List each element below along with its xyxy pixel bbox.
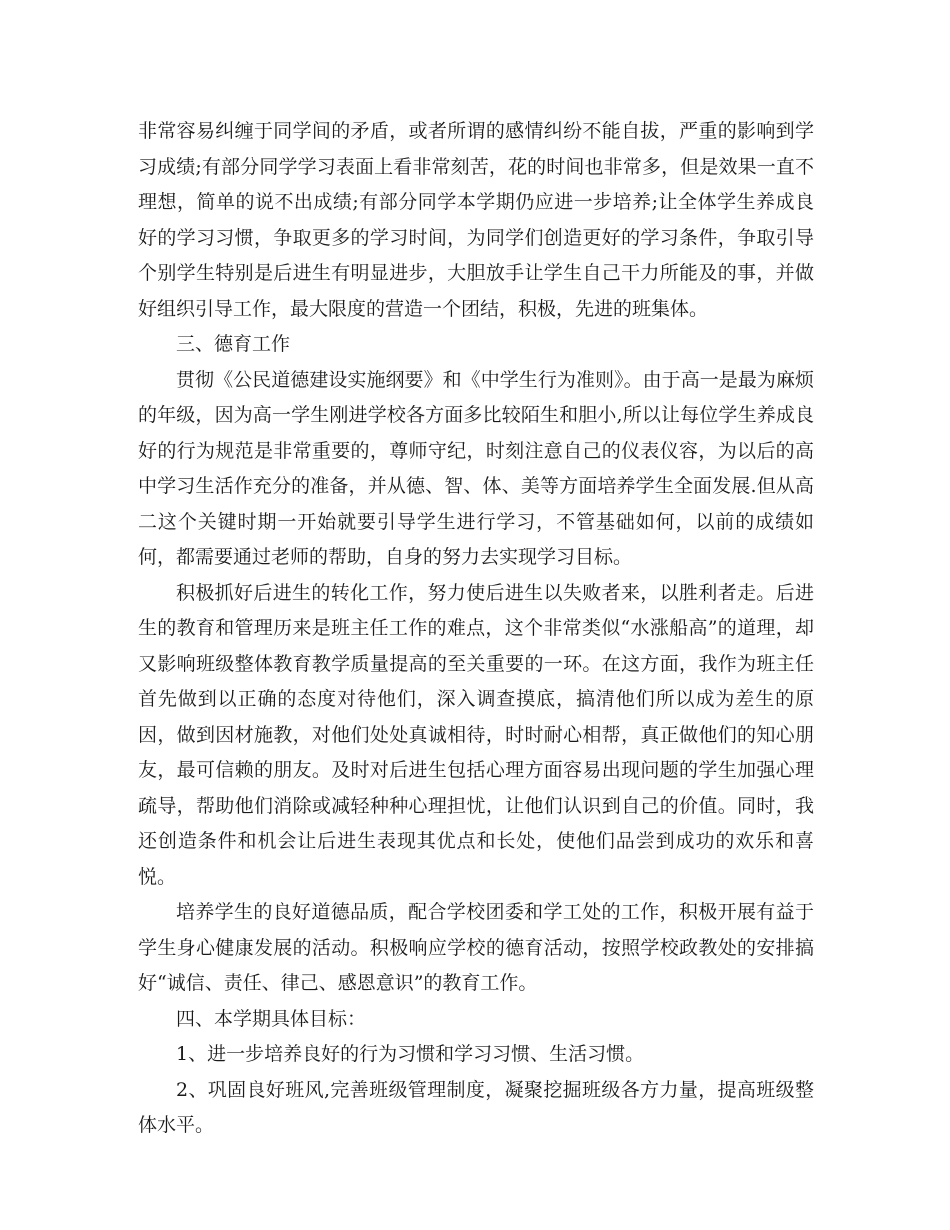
section-heading-semester-goals: 四、本学期具体目标：: [176, 1007, 367, 1030]
document-page: [138, 114, 814, 1144]
paragraph-underachievers: 积极抓好后进生的转化工作，努力使后进生以失败者来，以胜利者走。后进生的教育和管理历来是班主任工作的难点，这个非常类似“水涨船高”的道理，却又影响班级整体教育教学质量提高的至关重要的一环。在这方面，我作为班主任首先做到以正确的态度对待他们，深入调查摸底，搞清他们所以成为差生的原因，做到因材施教，对他们处处真诚相待，时时耐心相帮，真正做他们的知心朋友，最可信赖的朋友。及时对后进生包括心理方面容易出现问题的学生加强心理疏导，帮助他们消除或减轻种种心理担忧，让他们认识到自己的价值。同时，我还创造条件和机会让后进生表现其优点和长处，使他们品尝到成功的欢乐和喜悦。: [138, 581, 814, 888]
section-heading-moral-education: 三、德育工作: [176, 333, 291, 355]
paragraph-continuation: 非常容易纠缠于同学间的矛盾，或者所谓的感情纠纷不能自拔，严重的影响到学习成绩;有部分同学学习表面上看非常刻苦，花的时间也非常多，但是效果一直不理想，简单的说不出成绩;有部分同学本学期仍应进一步培养;让全体学生养成良好的学习习惯，争取更多的学习时间，为同学们创造更好的学习条件，争取引导个别学生特别是后进生有明显进步，大胆放手让学生自己干力所能及的事，并做好组织引导工作，最大限度的营造一个团结，积极，先进的班集体。: [138, 120, 814, 320]
paragraph-implement-guidelines: 贯彻《公民道德建设实施纲要》和《中学生行为准则》。由于高一是最为麻烦的年级，因为高一学生刚进学校各方面多比较陌生和胆小,所以让每位学生养成良好的行为规范是非常重要的，尊师守纪，时刻注意自己的仪表仪容，为以后的高中学习生活作充分的准备，并从德、智、体、美等方面培养学生全面发展.但从高二这个关键时期一开始就要引导学生进行学习，不管基础如何，以前的成绩如何，都需要通过老师的帮助，自身的努力去实现学习目标。: [138, 368, 814, 568]
goal-item-1: 1、进一步培养良好的行为习惯和学习习惯、生活习惯。: [176, 1043, 645, 1065]
paragraph-moral-quality: 培养学生的良好道德品质，配合学校团委和学工处的工作，积极开展有益于学生身心健康发展的活动。积极响应学校的德育活动，按照学校政教处的安排搞好“诚信、责任、律己、感恩意识”的教育工作。: [138, 901, 814, 994]
goal-item-2: 2、巩固良好班风,完善班级管理制度，凝聚挖掘班级各方力量，提高班级整体水平。: [138, 1078, 814, 1136]
